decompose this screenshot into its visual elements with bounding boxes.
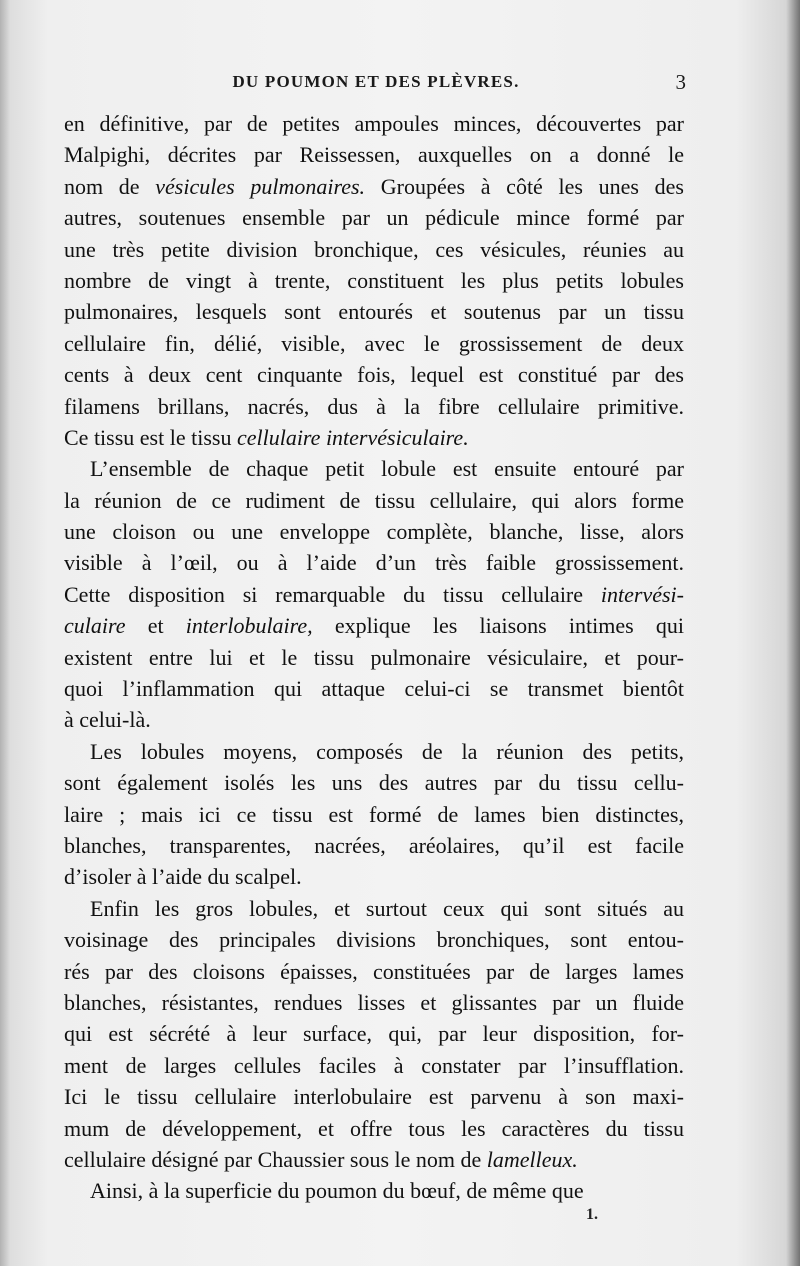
- text-line: [64, 139, 684, 170]
- text-run: une très petite division bronchique, ces vésicules, réunies au: [64, 236, 684, 262]
- text-line: [64, 579, 684, 610]
- text-run: ment de larges cellules faciles à constater par l’insufflation.: [64, 1052, 684, 1078]
- text-run: une cloison ou une enveloppe complète, blanche, lisse, alors: [64, 519, 684, 545]
- text-run: cellulaire désigné par Chaussier sous le nom de: [64, 1146, 487, 1172]
- text-line: [64, 234, 684, 265]
- italic-term: vésicules pulmonaires.: [155, 173, 366, 199]
- text-run: L’ensemble de chaque petit lobule est ensuite entouré par: [90, 456, 684, 482]
- paragraph-p4: [64, 893, 684, 1176]
- text-run: en définitive, par de petites ampoules minces, découvertes par: [64, 111, 684, 136]
- text-run: quoi l’inflammation qui attaque celui-ci se transmet bientôt: [64, 676, 684, 702]
- text-line: [64, 610, 684, 641]
- text-line: [64, 767, 684, 798]
- text-line: [64, 516, 684, 547]
- text-line: [64, 956, 684, 987]
- text-line: [64, 547, 684, 578]
- text-line: [64, 359, 684, 390]
- text-run: d’isoler à l’aide du scalpel.: [64, 864, 302, 890]
- text-line: [64, 1144, 684, 1175]
- text-run: sont également isolés les uns des autres par du tissu cellu-: [64, 770, 684, 796]
- text-run: Ainsi, à la superficie du poumon du bœuf, de même que: [90, 1178, 584, 1204]
- text-line: [64, 453, 684, 484]
- paragraph-p5: [64, 1175, 684, 1206]
- text-line: [64, 296, 684, 327]
- page-number: 3: [675, 70, 686, 94]
- page-right-shadow: [786, 0, 800, 1266]
- paragraph-p1: [64, 108, 684, 453]
- text-run: et: [125, 613, 186, 639]
- text-run: Les lobules moyens, composés de la réunion des petits,: [90, 738, 684, 764]
- text-line: [64, 736, 684, 767]
- text-run: mum de développement, et offre tous les caractères du tissu: [64, 1115, 684, 1141]
- paragraph-p3: [64, 736, 684, 893]
- text-run: pulmonaires, lesquels sont entourés et soutenus par un tissu: [64, 299, 684, 325]
- text-run: Groupées à côté les unes des: [365, 173, 684, 199]
- text-line: [64, 1113, 684, 1144]
- text-run: blanches, transparentes, nacrées, aréolaires, qu’il est facile: [64, 832, 684, 858]
- text-run: nombre de vingt à trente, constituent les plus petits lobules: [64, 267, 684, 293]
- text-run: cents à deux cent cinquante fois, lequel est constitué par des: [64, 362, 684, 388]
- text-line: [64, 108, 684, 139]
- text-line: [64, 1050, 684, 1081]
- text-line: [64, 704, 684, 735]
- text-run: Ce tissu est le tissu: [64, 424, 237, 450]
- running-head: DU POUMON ET DES PLÈVRES.: [232, 72, 520, 91]
- text-run: la réunion de ce rudiment de tissu cellulaire, qui alors forme: [64, 487, 684, 513]
- text-line: [64, 673, 684, 704]
- text-line: [64, 328, 684, 359]
- text-run: filamens brillans, nacrés, dus à la fibre cellulaire primitive.: [64, 393, 684, 419]
- text-run: explique les liaisons intimes qui: [312, 613, 684, 639]
- text-run: Enfin les gros lobules, et surtout ceux qui sont situés au: [90, 895, 684, 921]
- text-run: cellulaire fin, délié, visible, avec le grossissement de deux: [64, 330, 684, 356]
- text-line: [64, 485, 684, 516]
- text-run: à celui-là.: [64, 707, 151, 733]
- text-run: rés par des cloisons épaisses, constituées par de larges lames: [64, 958, 684, 984]
- text-line: [64, 893, 684, 924]
- text-line: [64, 924, 684, 955]
- text-run: visible à l’œil, ou à l’aide d’un très faible grossissement.: [64, 550, 684, 576]
- text-line: [64, 1018, 684, 1049]
- text-line: [64, 265, 684, 296]
- text-line: [64, 642, 684, 673]
- text-line: [64, 830, 684, 861]
- text-run: qui est sécrété à leur surface, qui, par leur disposition, for-: [64, 1021, 684, 1047]
- text-line: [64, 202, 684, 233]
- body-text: [64, 108, 684, 1207]
- italic-term: cellulaire intervésiculaire.: [236, 424, 469, 450]
- text-run: laire ; mais ici ce tissu est formé de lames bien distinctes,: [64, 801, 684, 827]
- text-line: [64, 422, 684, 453]
- paragraph-p2: [64, 453, 684, 736]
- text-run: existent entre lui et le tissu pulmonaire vésiculaire, et pour-: [64, 644, 684, 670]
- text-run: voisinage des principales divisions bronchiques, sont entou-: [64, 927, 684, 953]
- text-run: blanches, résistantes, rendues lisses et glissantes par un fluide: [64, 989, 684, 1015]
- text-line: [64, 171, 684, 202]
- italic-term: lamelleux.: [486, 1146, 578, 1172]
- signature-mark: 1.: [586, 1206, 598, 1223]
- text-run: Malpighi, décrites par Reissessen, auxquelles on a donné le: [64, 142, 684, 168]
- text-line: [64, 799, 684, 830]
- text-line: [64, 1081, 684, 1112]
- page-header: [66, 72, 686, 102]
- text-run: Ici le tissu cellulaire interlobulaire est parvenu à son maxi-: [64, 1084, 684, 1110]
- text-run: Cette disposition si remarquable du tissu cellulaire: [64, 581, 601, 607]
- italic-term: interlobulaire,: [185, 613, 313, 639]
- italic-term: intervési-: [600, 581, 684, 607]
- text-line: [64, 861, 684, 892]
- text-line: [64, 987, 684, 1018]
- page-left-shadow: [0, 0, 10, 1266]
- text-line: [64, 1175, 684, 1206]
- italic-term: culaire: [64, 613, 126, 639]
- text-run: nom de: [64, 173, 156, 199]
- text-run: autres, soutenues ensemble par un pédicule mince formé par: [64, 205, 684, 231]
- text-line: [64, 391, 684, 422]
